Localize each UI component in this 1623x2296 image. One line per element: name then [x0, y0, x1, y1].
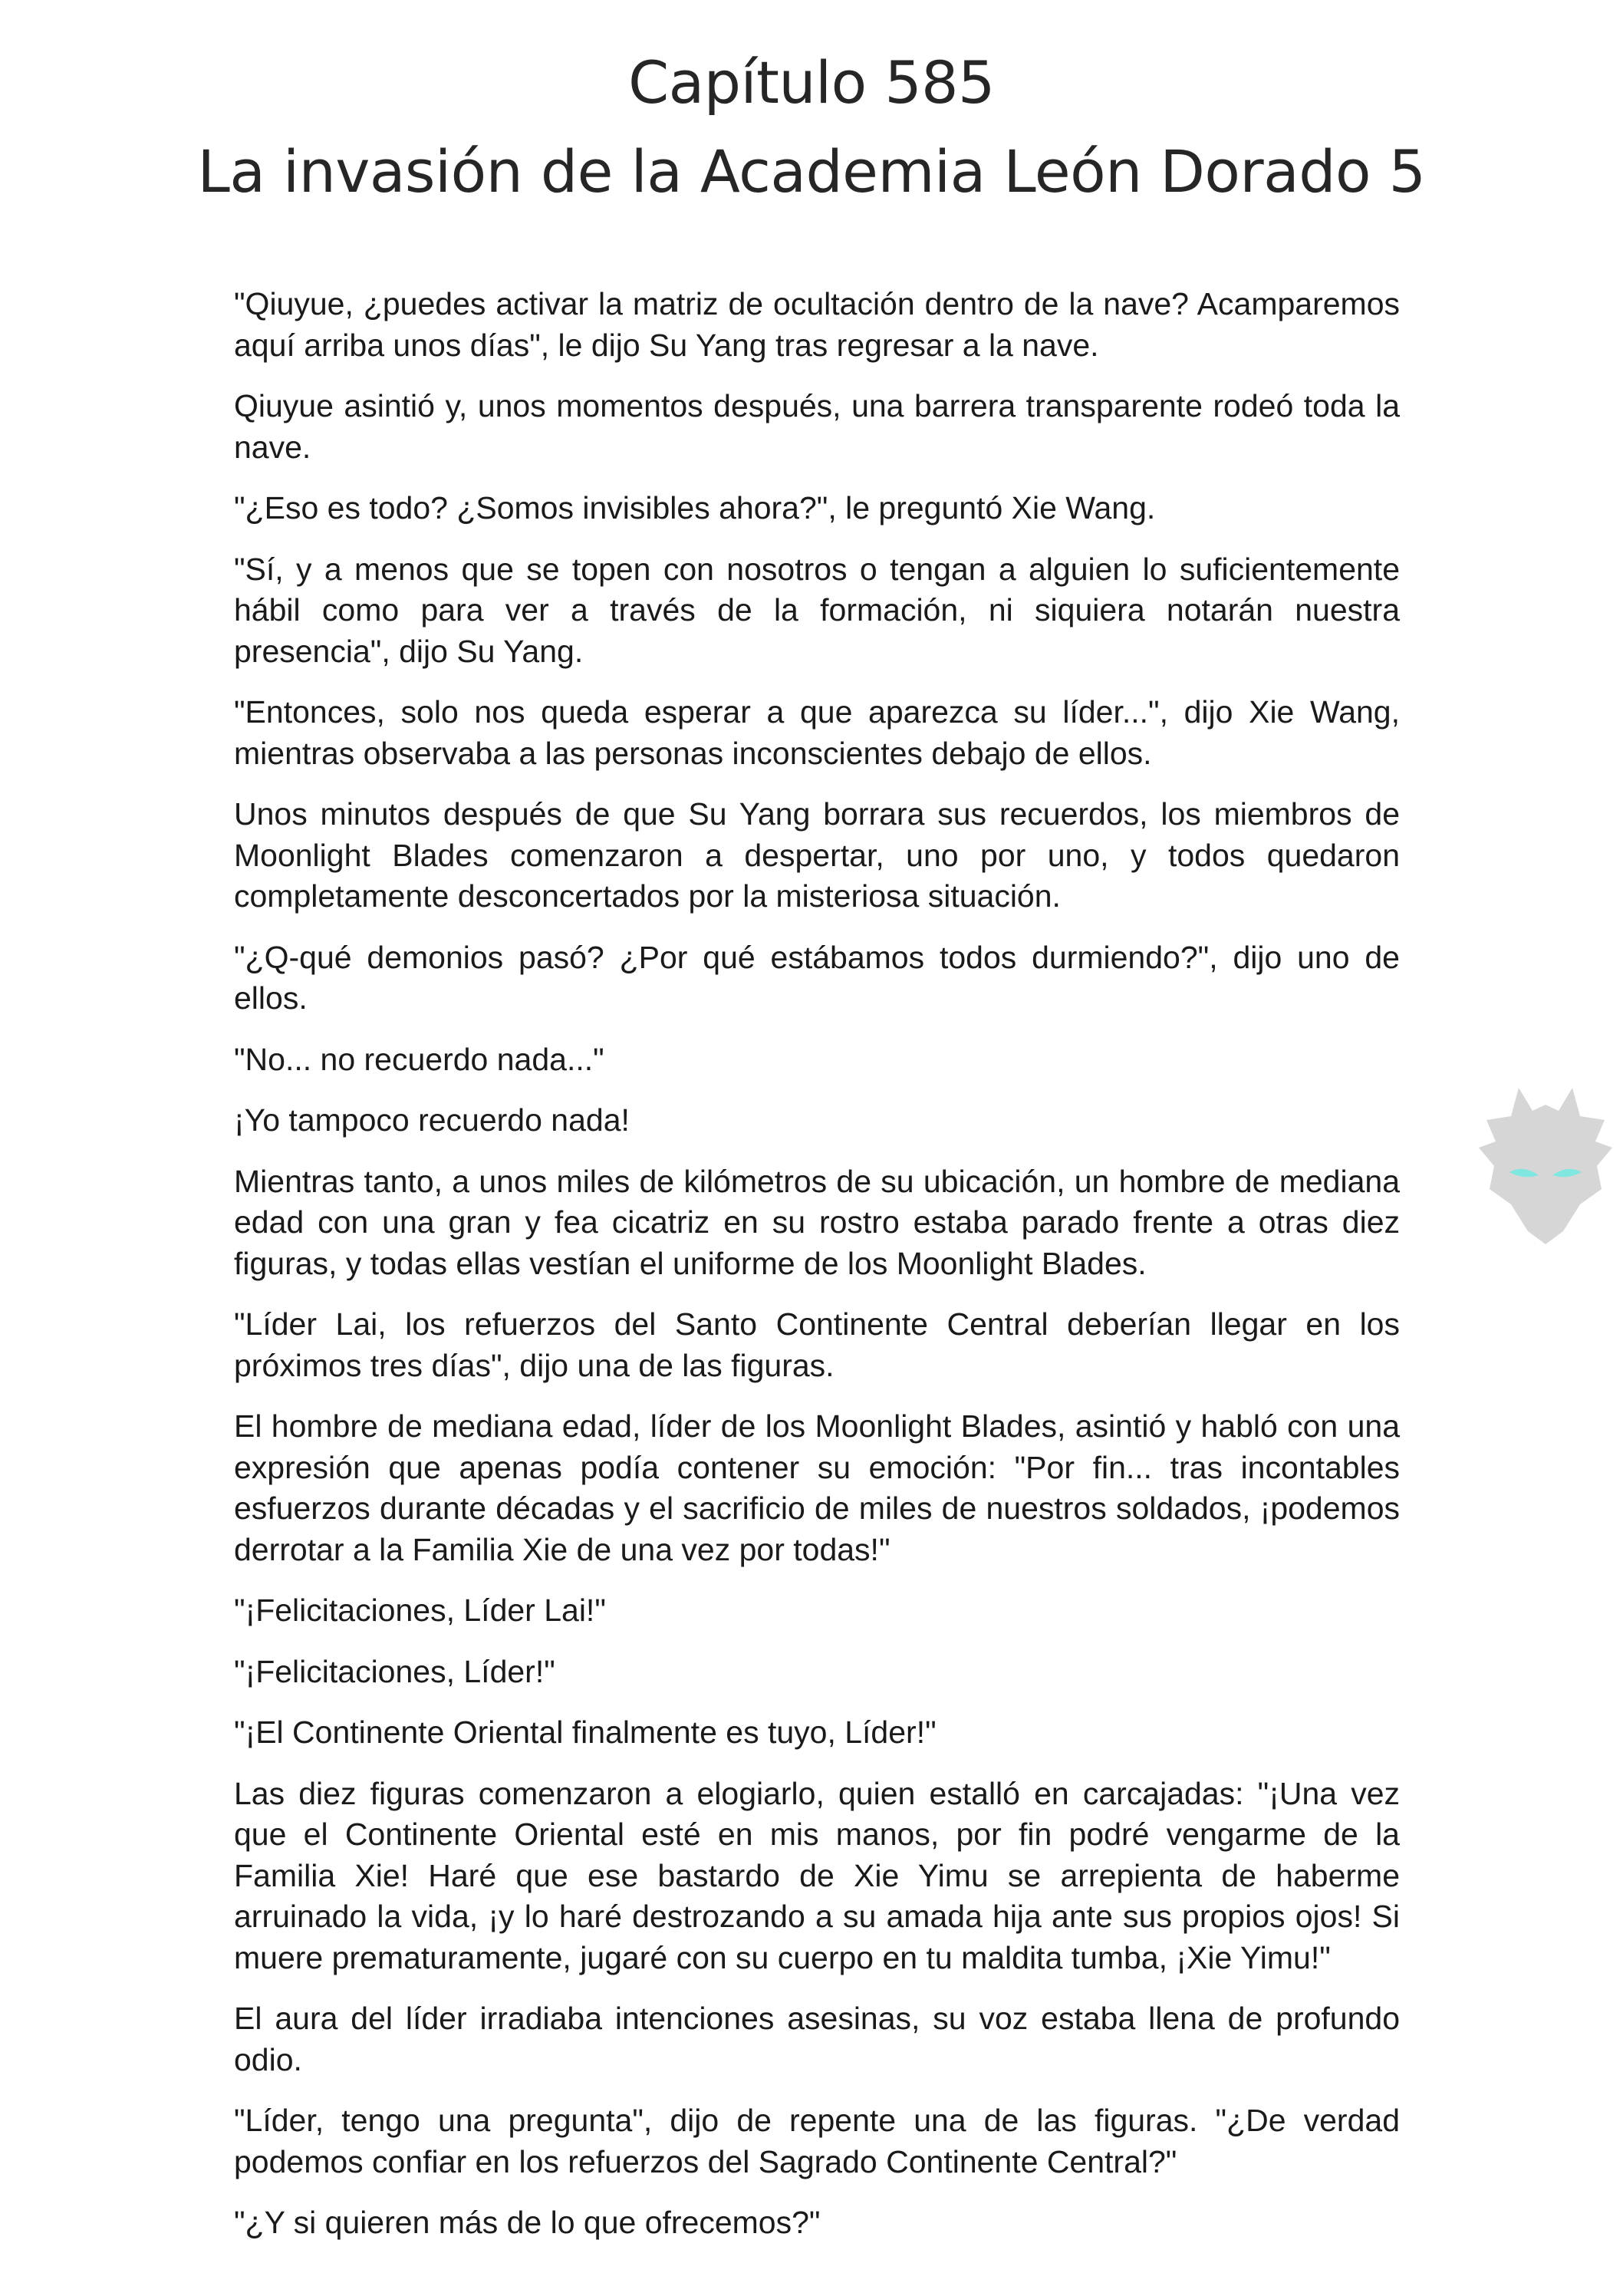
paragraph: El hombre de mediana edad, líder de los Moonlight Blades, asintió y habló con una expresión que apenas podía contener su emoción: "Por fin... tras incontables esfuerzos durante décadas y el sacrificio de miles de nuestros soldados, ¡podemos derrotar a la Familia Xie de una vez por todas!" — [234, 1408, 1400, 1567]
paragraph: "Líder Lai, los refuerzos del Santo Continente Central deberían llegar en los próximos tres días", dijo una de las figuras. — [234, 1306, 1400, 1383]
paragraph: "No... no recuerdo nada..." — [234, 1041, 604, 1077]
paragraph: Qiuyue asintió y, unos momentos después, una barrera transparente rodeó toda la nave. — [234, 388, 1400, 465]
paragraph: "Sí, y a menos que se topen con nosotros o tengan a alguien lo suficientemente hábil como para ver a través de la formación, ni siquiera notarán nuestra presencia", dijo Su Yang. — [234, 551, 1400, 669]
demon-head-silhouette — [1479, 1088, 1612, 1244]
paragraph: ¡Yo tampoco recuerdo nada! — [234, 1102, 630, 1138]
paragraph: "Entonces, solo nos queda esperar a que aparezca su líder...", dijo Xie Wang, mientras observaba a las personas inconscientes debajo de ellos. — [234, 694, 1400, 771]
paragraph: El aura del líder irradiaba intenciones asesinas, su voz estaba llena de profundo odio. — [234, 2001, 1400, 2077]
paragraph: Las diez figuras comenzaron a elogiarlo, quien estalló en carcajadas: "¡Una vez que el Continente Oriental esté en mis manos, por fin podré vengarme de la Familia Xie! Haré que ese bastardo de Xie Yimu se arrepienta de haberme arruinado la vida, ¡y lo haré destrozando a su amada hija ante sus propios ojos! Si muere prematuramente, jugaré con su cuerpo en tu maldita tumba, ¡Xie Yimu!" — [234, 1775, 1400, 1975]
paragraph: "¡Felicitaciones, Líder!" — [234, 1653, 555, 1689]
chapter-title: La invasión de la Academia León Dorado 5 — [197, 137, 1426, 206]
chapter-number: Capítulo 585 — [628, 48, 995, 117]
paragraph: "¿Q-qué demonios pasó? ¿Por qué estábamos todos durmiendo?", dijo uno de ellos. — [234, 939, 1400, 1016]
paragraph: "Qiuyue, ¿puedes activar la matriz de ocultación dentro de la nave? Acamparemos aquí arriba unos días", le dijo Su Yang tras regresar a la nave. — [234, 286, 1400, 363]
paragraph: "¡Felicitaciones, Líder Lai!" — [234, 1593, 606, 1628]
paragraph: "¿Y si quieren más de lo que ofrecemos?" — [234, 2205, 821, 2240]
paragraph: "¡El Continente Oriental finalmente es tuyo, Líder!" — [234, 1715, 937, 1750]
paragraph: Unos minutos después de que Su Yang borrara sus recuerdos, los miembros de Moonlight Blades comenzaron a despertar, uno por uno, y todos quedaron completamente desconcertados por la misteriosa situación. — [234, 796, 1400, 914]
chapter-header — [0, 38, 1623, 216]
paragraph: "Líder, tengo una pregunta", dijo de repente una de las figuras. "¿De verdad podemos confiar en los refuerzos del Sagrado Continente Central?" — [234, 2103, 1400, 2179]
chapter-body — [234, 284, 1400, 2264]
paragraph: Mientras tanto, a unos miles de kilómetros de su ubicación, un hombre de mediana edad con una gran y fea cicatriz en su rostro estaba parado frente a otras diez figuras, y todas ellas vestían el uniforme de los Moonlight Blades. — [234, 1163, 1400, 1281]
demon-head-logo-icon — [1473, 1074, 1618, 1250]
paragraph: "¿Eso es todo? ¿Somos invisibles ahora?", le preguntó Xie Wang. — [234, 490, 1156, 525]
